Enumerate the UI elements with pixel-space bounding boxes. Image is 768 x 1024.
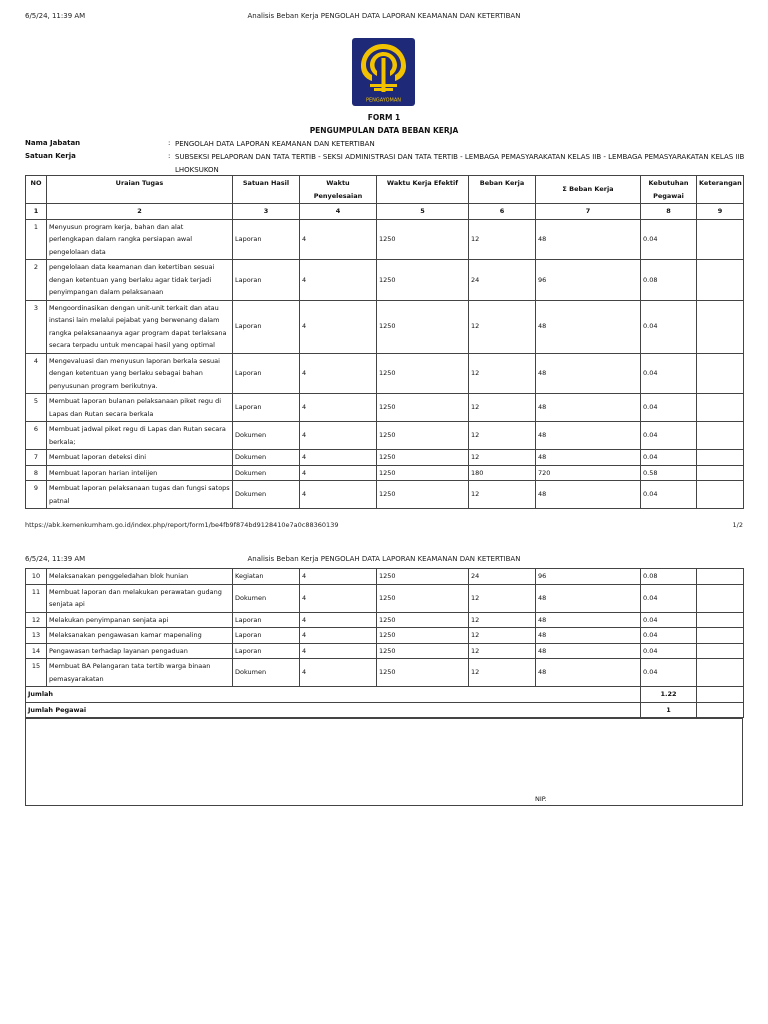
- cell-sum-beban: 48: [536, 422, 641, 450]
- cell-waktu-penyelesaian: 4: [300, 353, 377, 394]
- cell-keterangan: [697, 481, 744, 509]
- cell-sum-beban: 48: [536, 612, 641, 628]
- jumlah-keterangan: [697, 687, 744, 703]
- cell-kebutuhan: 0.04: [641, 450, 697, 466]
- jumlah-pegawai-keterangan: [697, 702, 744, 718]
- jumlah-pegawai-label: Jumlah Pegawai: [26, 702, 641, 718]
- table-row: [26, 584, 744, 612]
- cell-waktu-efektif: 1250: [377, 219, 469, 260]
- table-row: [26, 219, 744, 260]
- jumlah-row: [26, 687, 744, 703]
- cell-keterangan: [697, 643, 744, 659]
- cell-uraian: Mengevaluasi dan menyusun laporan berkala sesuai dengan ketentuan yang berlaku sebagai bahan penyusunan program berikutnya.: [47, 353, 233, 394]
- jumlah-pegawai-row: [26, 702, 744, 718]
- cell-uraian: Membuat laporan pelaksanaan tugas dan fungsi satops patnal: [47, 481, 233, 509]
- cell-kebutuhan: 0.04: [641, 300, 697, 353]
- cell-beban-kerja: 12: [469, 394, 536, 422]
- table-row: [26, 450, 744, 466]
- print-title: Analisis Beban Kerja PENGOLAH DATA LAPORAN KEAMANAN DAN KETERTIBAN: [247, 555, 521, 563]
- form-heading: PENGUMPULAN DATA BEBAN KERJA: [309, 126, 459, 135]
- cell-satuan-hasil: Dokumen: [233, 422, 300, 450]
- cell-keterangan: [697, 628, 744, 644]
- cell-waktu-efektif: 1250: [377, 569, 469, 585]
- cell-satuan-hasil: Laporan: [233, 300, 300, 353]
- cell-satuan-hasil: Laporan: [233, 643, 300, 659]
- cell-waktu-penyelesaian: 4: [300, 300, 377, 353]
- cell-uraian: pengelolaan data keamanan dan ketertiban sesuai dengan ketentuan yang berlaku agar tidak terjadi penyimpangan dalam pelaksanaan: [47, 260, 233, 301]
- cell-waktu-efektif: 1250: [377, 643, 469, 659]
- cell-uraian: Membuat jadwal piket regu di Lapas dan Rutan secara berkala;: [47, 422, 233, 450]
- cell-kebutuhan: 0.04: [641, 659, 697, 687]
- table-row: [26, 481, 744, 509]
- cell-waktu-efektif: 1250: [377, 450, 469, 466]
- cell-no: 9: [26, 481, 47, 509]
- header-waktu-penyelesaian: Waktu Penyelesaian: [300, 176, 377, 204]
- header-kebutuhan: Kebutuhan Pegawai: [641, 176, 697, 204]
- logo-caption: PENGAYOMAN: [365, 97, 402, 104]
- colnum: 3: [233, 204, 300, 220]
- colnum: 4: [300, 204, 377, 220]
- cell-satuan-hasil: Laporan: [233, 394, 300, 422]
- cell-keterangan: [697, 394, 744, 422]
- cell-uraian: Membuat laporan bulanan pelaksanaan piket regu di Lapas dan Rutan secara berkala: [47, 394, 233, 422]
- cell-waktu-penyelesaian: 4: [300, 465, 377, 481]
- footer-url[interactable]: https://abk.kemenkumham.go.id/index.php/report/form1/be4fb9f874bd9128410e7a0c88360139: [25, 521, 339, 529]
- cell-sum-beban: 48: [536, 394, 641, 422]
- cell-waktu-penyelesaian: 4: [300, 394, 377, 422]
- colnum: 2: [47, 204, 233, 220]
- cell-uraian: Melaksanakan penggeledahan blok hunian: [47, 569, 233, 585]
- cell-waktu-penyelesaian: 4: [300, 628, 377, 644]
- cell-kebutuhan: 0.08: [641, 569, 697, 585]
- cell-satuan-hasil: Dokumen: [233, 465, 300, 481]
- cell-keterangan: [697, 450, 744, 466]
- cell-sum-beban: 96: [536, 260, 641, 301]
- cell-keterangan: [697, 260, 744, 301]
- cell-sum-beban: 48: [536, 659, 641, 687]
- cell-satuan-hasil: Laporan: [233, 219, 300, 260]
- cell-satuan-hasil: Kegiatan: [233, 569, 300, 585]
- cell-waktu-efektif: 1250: [377, 300, 469, 353]
- cell-uraian: Mengoordinasikan dengan unit-unit terkait dan atau instansi lain melalui pejabat yang berwenang dalam rangka pelaksanaanya agar program dapat terlaksana secara terpadu untuk mencapai hasil yang optimal: [47, 300, 233, 353]
- cell-no: 8: [26, 465, 47, 481]
- cell-no: 7: [26, 450, 47, 466]
- cell-uraian: Melaksanakan pengawasan kamar mapenaling: [47, 628, 233, 644]
- cell-kebutuhan: 0.04: [641, 219, 697, 260]
- cell-beban-kerja: 12: [469, 659, 536, 687]
- cell-kebutuhan: 0.04: [641, 628, 697, 644]
- cell-waktu-penyelesaian: 4: [300, 450, 377, 466]
- cell-kebutuhan: 0.04: [641, 422, 697, 450]
- pengayoman-logo: [352, 38, 415, 106]
- cell-satuan-hasil: Laporan: [233, 353, 300, 394]
- cell-keterangan: [697, 584, 744, 612]
- table-header-row: [26, 176, 744, 204]
- jabatan-label: Nama Jabatan: [25, 139, 81, 147]
- cell-kebutuhan: 0.58: [641, 465, 697, 481]
- cell-waktu-penyelesaian: 4: [300, 643, 377, 659]
- header-uraian: Uraian Tugas: [47, 176, 233, 204]
- cell-uraian: Pengawasan terhadap layanan pengaduan: [47, 643, 233, 659]
- cell-sum-beban: 48: [536, 628, 641, 644]
- cell-kebutuhan: 0.04: [641, 612, 697, 628]
- cell-satuan-hasil: Dokumen: [233, 450, 300, 466]
- colnum: 1: [26, 204, 47, 220]
- cell-kebutuhan: 0.04: [641, 584, 697, 612]
- table-row: [26, 612, 744, 628]
- cell-sum-beban: 48: [536, 450, 641, 466]
- cell-sum-beban: 48: [536, 219, 641, 260]
- satuan-colon: :: [168, 152, 171, 160]
- cell-satuan-hasil: Dokumen: [233, 481, 300, 509]
- cell-beban-kerja: 12: [469, 219, 536, 260]
- cell-waktu-efektif: 1250: [377, 612, 469, 628]
- satuan-label: Satuan Kerja: [25, 152, 76, 160]
- cell-sum-beban: 48: [536, 481, 641, 509]
- jumlah-label: Jumlah: [26, 687, 641, 703]
- cell-no: 2: [26, 260, 47, 301]
- cell-waktu-efektif: 1250: [377, 394, 469, 422]
- nip-label: NIP.: [535, 795, 547, 803]
- cell-sum-beban: 48: [536, 353, 641, 394]
- table-row: [26, 300, 744, 353]
- signature-box: [25, 718, 743, 806]
- print-title: Analisis Beban Kerja PENGOLAH DATA LAPORAN KEAMANAN DAN KETERTIBAN: [247, 12, 521, 20]
- cell-satuan-hasil: Laporan: [233, 612, 300, 628]
- column-number-row: [26, 204, 744, 220]
- workload-table-page1: [25, 175, 744, 509]
- cell-waktu-penyelesaian: 4: [300, 260, 377, 301]
- cell-keterangan: [697, 353, 744, 394]
- cell-keterangan: [697, 422, 744, 450]
- cell-waktu-efektif: 1250: [377, 422, 469, 450]
- cell-uraian: Membuat laporan harian intelijen: [47, 465, 233, 481]
- table-row: [26, 569, 744, 585]
- cell-waktu-efektif: 1250: [377, 659, 469, 687]
- print-datetime: 6/5/24, 11:39 AM: [25, 12, 86, 20]
- footer-page: 1/2: [732, 521, 743, 529]
- cell-uraian: Membuat BA Pelangaran tata tertib warga binaan pemasyarakatan: [47, 659, 233, 687]
- cell-beban-kerja: 12: [469, 612, 536, 628]
- cell-keterangan: [697, 300, 744, 353]
- table-row: [26, 465, 744, 481]
- table-row: [26, 260, 744, 301]
- cell-waktu-efektif: 1250: [377, 584, 469, 612]
- cell-sum-beban: 720: [536, 465, 641, 481]
- cell-keterangan: [697, 612, 744, 628]
- cell-kebutuhan: 0.08: [641, 260, 697, 301]
- cell-waktu-efektif: 1250: [377, 260, 469, 301]
- cell-no: 14: [26, 643, 47, 659]
- cell-no: 3: [26, 300, 47, 353]
- colnum: 8: [641, 204, 697, 220]
- cell-no: 4: [26, 353, 47, 394]
- cell-no: 11: [26, 584, 47, 612]
- form-number: FORM 1: [367, 113, 401, 122]
- cell-kebutuhan: 0.04: [641, 353, 697, 394]
- cell-uraian: Membuat laporan dan melakukan perawatan gudang senjata api: [47, 584, 233, 612]
- cell-waktu-penyelesaian: 4: [300, 584, 377, 612]
- cell-no: 1: [26, 219, 47, 260]
- cell-sum-beban: 96: [536, 569, 641, 585]
- cell-keterangan: [697, 219, 744, 260]
- jabatan-colon: :: [168, 139, 171, 147]
- cell-sum-beban: 48: [536, 643, 641, 659]
- cell-waktu-efektif: 1250: [377, 465, 469, 481]
- cell-waktu-efektif: 1250: [377, 628, 469, 644]
- cell-keterangan: [697, 659, 744, 687]
- cell-no: 12: [26, 612, 47, 628]
- jumlah-value: 1.22: [641, 687, 697, 703]
- table-row: [26, 659, 744, 687]
- header-keterangan: Keterangan: [697, 176, 744, 204]
- cell-beban-kerja: 12: [469, 643, 536, 659]
- cell-beban-kerja: 12: [469, 300, 536, 353]
- table-row: [26, 628, 744, 644]
- table-row: [26, 353, 744, 394]
- cell-uraian: Menyusun program kerja, bahan dan alat perlengkapan dalam rangka persiapan awal pengelolaan data: [47, 219, 233, 260]
- cell-uraian: Melakukan penyimpanan senjata api: [47, 612, 233, 628]
- jumlah-pegawai-value: 1: [641, 702, 697, 718]
- colnum: 7: [536, 204, 641, 220]
- colnum: 6: [469, 204, 536, 220]
- cell-beban-kerja: 12: [469, 584, 536, 612]
- cell-uraian: Membuat laporan deteksi dini: [47, 450, 233, 466]
- cell-no: 13: [26, 628, 47, 644]
- cell-keterangan: [697, 569, 744, 585]
- cell-satuan-hasil: Laporan: [233, 260, 300, 301]
- header-beban-kerja: Beban Kerja: [469, 176, 536, 204]
- cell-no: 6: [26, 422, 47, 450]
- cell-beban-kerja: 24: [469, 260, 536, 301]
- jabatan-value: PENGOLAH DATA LAPORAN KEAMANAN DAN KETERTIBAN: [175, 140, 375, 148]
- cell-waktu-penyelesaian: 4: [300, 569, 377, 585]
- cell-beban-kerja: 12: [469, 422, 536, 450]
- cell-beban-kerja: 12: [469, 628, 536, 644]
- cell-waktu-penyelesaian: 4: [300, 612, 377, 628]
- cell-kebutuhan: 0.04: [641, 481, 697, 509]
- cell-satuan-hasil: Laporan: [233, 628, 300, 644]
- header-satuan-hasil: Satuan Hasil: [233, 176, 300, 204]
- workload-table-page2: [25, 568, 744, 718]
- cell-beban-kerja: 180: [469, 465, 536, 481]
- table-row: [26, 394, 744, 422]
- cell-satuan-hasil: Dokumen: [233, 584, 300, 612]
- cell-sum-beban: 48: [536, 584, 641, 612]
- table-row: [26, 422, 744, 450]
- cell-waktu-penyelesaian: 4: [300, 219, 377, 260]
- cell-waktu-penyelesaian: 4: [300, 422, 377, 450]
- cell-kebutuhan: 0.04: [641, 394, 697, 422]
- print-datetime: 6/5/24, 11:39 AM: [25, 555, 86, 563]
- header-sum-beban: Σ Beban Kerja: [536, 176, 641, 204]
- colnum: 5: [377, 204, 469, 220]
- satuan-value: SUBSEKSI PELAPORAN DAN TATA TERTIB - SEKSI ADMINISTRASI DAN TATA TERTIB - LEMBAGA PEMASYARAKATAN KELAS IIB - LEMBAGA PEMASYARAKATAN KELAS IIB LHOKSUKON: [175, 153, 745, 174]
- cell-waktu-efektif: 1250: [377, 353, 469, 394]
- colnum: 9: [697, 204, 744, 220]
- cell-kebutuhan: 0.04: [641, 643, 697, 659]
- header-waktu-efektif: Waktu Kerja Efektif: [377, 176, 469, 204]
- cell-waktu-penyelesaian: 4: [300, 659, 377, 687]
- cell-no: 10: [26, 569, 47, 585]
- cell-beban-kerja: 12: [469, 450, 536, 466]
- cell-beban-kerja: 12: [469, 481, 536, 509]
- cell-beban-kerja: 24: [469, 569, 536, 585]
- cell-waktu-penyelesaian: 4: [300, 481, 377, 509]
- cell-no: 5: [26, 394, 47, 422]
- header-no: NO: [26, 176, 47, 204]
- cell-beban-kerja: 12: [469, 353, 536, 394]
- cell-keterangan: [697, 465, 744, 481]
- cell-sum-beban: 48: [536, 300, 641, 353]
- table-row: [26, 643, 744, 659]
- cell-satuan-hasil: Dokumen: [233, 659, 300, 687]
- cell-waktu-efektif: 1250: [377, 481, 469, 509]
- cell-no: 15: [26, 659, 47, 687]
